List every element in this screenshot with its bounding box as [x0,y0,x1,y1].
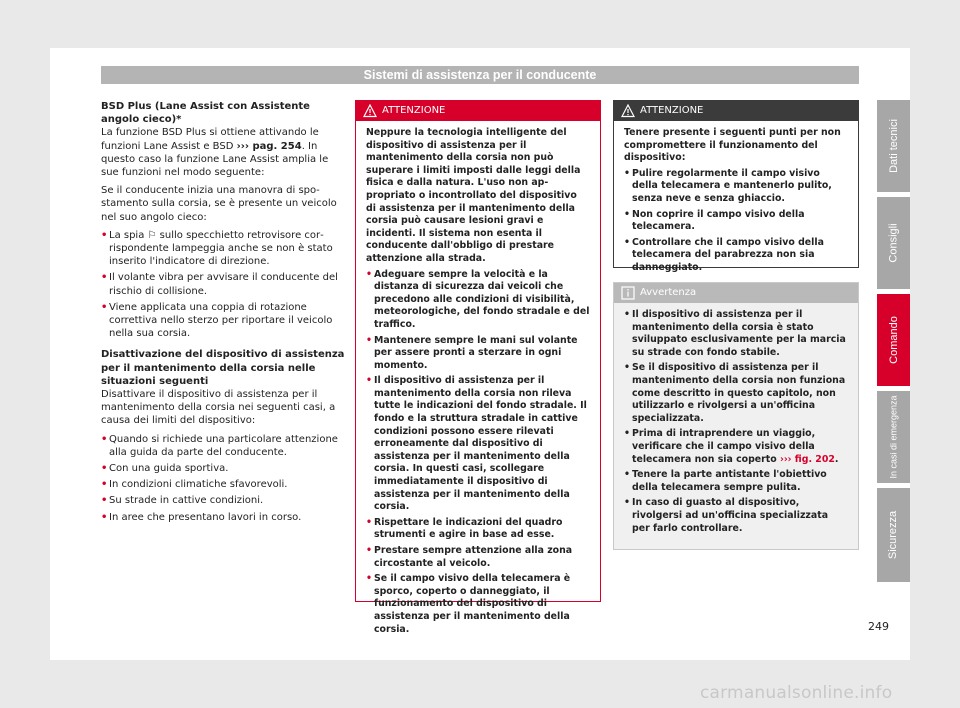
bullet-list [101,433,345,524]
warning-box-dark [613,100,859,273]
paragraph: Disattivare il dispositivo di assistenza per il mantenimento della corsia nei seguenti casi, a causa dei limiti del dispositivo: [101,389,336,427]
bullet-icon: • [366,516,372,528]
list-item: • Il dispositivo di assistenza per il mantenimento della corsia non rileva tutte le indicazioni del fondo stradale. Il fondo e la struttura stradale in cattive condizioni possono essere rilevati erroneamente dal dispositivo di assistenza per il mantenimento della corsia. In questi casi, scollegare immediatamente il dispositivo di assistenza per il mantenimento della corsia. [366,375,587,513]
figure-reference-label: fig. 202 [791,453,835,465]
bullet-icon: • [624,309,630,320]
bullet-icon: • [366,573,372,585]
warning-box-red [355,100,601,635]
bullet-icon: • [624,208,630,220]
bullet-icon: • [366,375,372,387]
bullet-list [366,269,590,637]
bullet-icon: • [624,167,630,179]
page-reference[interactable] [237,141,302,152]
tab-sicurezza[interactable]: Sicurezza [877,488,910,582]
warning-title: ATTENZIONE [640,105,704,116]
figure-reference[interactable] [780,454,835,465]
warning-body [356,121,600,645]
list-item: • Mantenere sempre le mani sul volante per assere pronti a sterzare in ogni momento. [366,334,578,371]
list-item: • Se il campo visivo della telecamera è sporco, coperto o danneggiato, il funzionamento del dispositivo di assistenza per il mantenimento della corsia. [366,573,571,635]
list-item: • Il volante vibra per avvisare il conducente del rischio di collisione. [101,272,338,297]
section-heading: BSD Plus (Lane Assist con Assistente angolo cieco)* [101,101,310,126]
bullet-icon: • [624,469,630,481]
warning-intro: Tenere presente i seguenti punti per non compromettere il funzionamento del dispositivo: [624,127,841,164]
list-item: • Quando si richiede una particolare attenzione alla guida da parte del conducente. [101,433,338,458]
list-item: • In caso di guasto al dispositivo, rivolgersi ad un'officina specializzata per farlo controllare. [624,497,829,534]
warning-intro: Neppure la tecnologia intelligente del dispositivo di assistenza per il mantenimento della corsia non può superare i limiti imposti dalle leggi della fisica e dalla natura. L'uso non appropriato o incontrollato del dispositivo di assistenza per il mantenimento della corsia può causare lesioni gravi e incidenti. Il sistema non esenta il conducente dall'obbligo di prestare attenzione alla strada. [366,127,581,264]
paragraph: Se il conducente inizia una manovra di spostamento sulla corsia, se è presente un veicolo nel suo angolo cieco: [101,185,337,223]
bullet-icon: • [366,268,372,280]
bullet-icon: • [101,495,108,507]
bullet-icon: • [101,463,108,475]
list-item: • Pulire regolarmente il campo visivo della telecamera e mantenerlo pulito, senza neve e senza ghiaccio. [624,167,832,204]
tab-comando[interactable]: Comando [877,294,910,386]
text: La funzione BSD Plus si ottiene attivando le funzioni Lane Assist e BSD [101,127,319,152]
bullet-icon: • [101,301,108,313]
reference-label: pag. 254 [248,140,302,152]
bullet-icon: • [101,272,108,284]
paragraph [101,126,345,179]
list-item: • Prestare sempre attenzione alla zona circostante al veicolo. [366,545,573,569]
list-item: • In condizioni climatiche sfavorevoli. [101,479,288,491]
bullet-icon: • [624,362,630,374]
main-column [101,100,345,527]
list-item: • Con una guida sportiva. [101,463,229,475]
reference-arrow-icon: ››› [779,453,792,465]
note-header [614,283,858,303]
bullet-icon: • [101,229,108,241]
bullet-icon: • [101,479,108,491]
tab-consigli[interactable]: Consigli [877,197,910,289]
reference-arrow-icon: ››› [236,140,249,152]
list-item: • Rispettare le indicazioni del quadro strumenti e agire in base ad esse. [366,516,563,541]
bullet-icon: • [624,428,630,440]
bullet-icon: • [366,545,372,556]
warning-body [614,121,858,284]
note-box [613,282,859,550]
list-item: • Su strade in cattive condizioni. [101,495,264,507]
warning-triangle-icon [621,104,635,118]
list-item: • Prima di intraprendere un viaggio, verificare che il campo visivo della telecamera non sia coperto ››› fig. 202. [624,428,839,465]
bullet-icon: • [624,497,630,509]
watermark: carmanualsonline.info [700,683,893,703]
warning-header [356,101,600,121]
bullet-list [101,229,345,341]
list-item: • La spia ⚐ sullo specchietto retrovisore corrispondente lampeggia anche se non è stato inserito l'indicatore di direzione. [101,229,333,268]
warning-triangle-icon [363,104,377,118]
list-item: • Il dispositivo di assistenza per il mantenimento della corsia è stato sviluppato esclusivamente per la marcia su strade con fondo stabile. [624,309,846,358]
list-item: • In aree che presentano lavori in corso. [101,511,302,523]
warning-title: ATTENZIONE [382,105,446,116]
note-title: Avvertenza [640,287,697,298]
page-number: 249 [868,620,889,633]
text: . In questo caso la funzione Lane Assist amplia le sue funzioni nel modo seguente: [101,140,329,179]
tab-in-casi-di-emergenza[interactable]: In casi di emergenza [877,391,910,483]
note-body [614,303,858,544]
list-item: • Se il dispositivo di assistenza per il mantenimento della corsia non funziona come descritto in questo capitolo, non utilizzarlo e rivolgersi a un'officina specializzata. [624,362,846,424]
section-heading: Disattivazione del dispositivo di assistenza per il mantenimento della corsia nelle situazioni seguenti [101,349,345,387]
tab-dati-tecnici[interactable]: Dati tecnici [877,100,910,192]
bullet-list [624,309,848,535]
bullet-icon: • [366,334,372,346]
list-item: • Adeguare sempre la velocità e la distanza di sicurezza dai veicoli che precedono alle condizioni di visibilità, meteorologiche, del fondo stradale e del traffico. [366,268,590,330]
list-item: • Non coprire il campo visivo della telecamera. [624,208,805,233]
bullet-icon: • [101,433,108,445]
list-item: • Viene applicata una coppia di rotazione correttiva nello sterzo per riportare il veicolo nella sua corsia. [101,301,333,340]
list-item: • Controllare che il campo visivo della telecamera del parabrezza non sia danneggiato. [624,236,824,273]
bullet-icon: • [624,236,630,248]
bullet-icon: • [101,511,108,523]
bullet-list [624,168,848,275]
info-icon [621,286,635,300]
page-header: Sistemi di assistenza per il conducente [101,66,859,84]
warning-header [614,101,858,121]
list-item: • Tenere la parte antistante l'obiettivo della telecamera sempre pulita. [624,469,827,493]
